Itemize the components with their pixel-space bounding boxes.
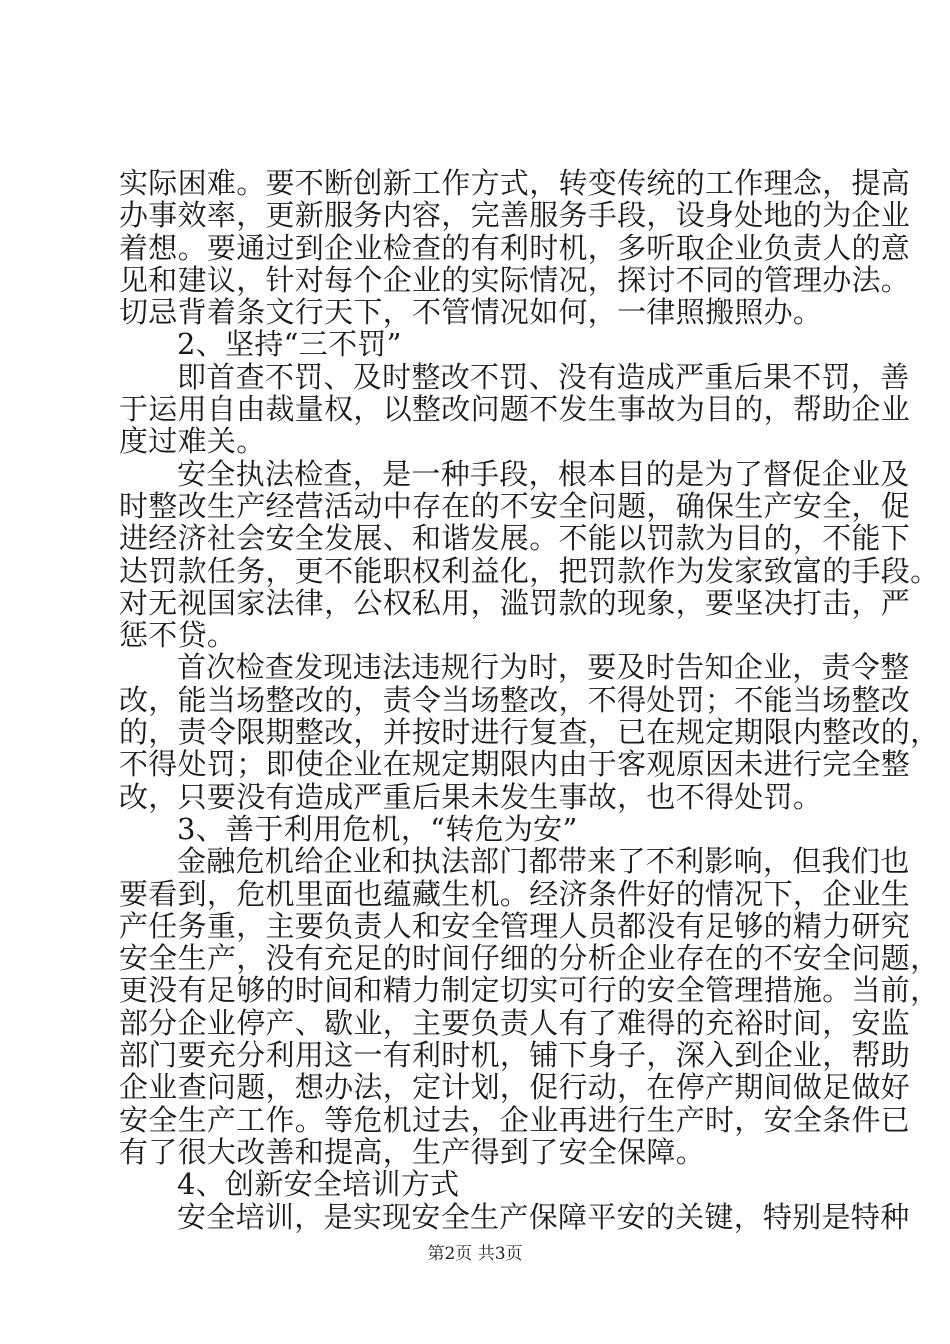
document-body [119, 166, 940, 1234]
text-line: 惩不贷。 [119, 618, 237, 653]
text-line: 金融危机给企业和执法部门都带来了不利影响，但我们也 [177, 844, 910, 879]
text-line: 有了很大改善和提高，生产得到了安全保障。 [119, 1134, 706, 1169]
text-line: 的，责令限期整改，并按时进行复查，已在规定期限内整改的， [119, 715, 940, 750]
text-line: 3、善于利用危机，“转危为安” [177, 811, 578, 846]
text-line: 更没有足够的时间和精力制定切实可行的安全管理措施。当前， [119, 973, 940, 1008]
text-line: 首次检查发现违法违规行为时，要及时告知企业，责令整 [177, 650, 910, 685]
text-line: 于运用自由裁量权，以整改问题不发生事故为目的，帮助企业 [119, 392, 911, 427]
text-line: 安全执法检查，是一种手段，根本目的是为了督促企业及 [177, 456, 910, 491]
text-line: 要看到，危机里面也蕴藏生机。经济条件好的情况下，企业生 [119, 876, 911, 911]
text-line: 4、创新安全培训方式 [177, 1167, 460, 1202]
text-line: 着想。要通过到企业检查的有利时机，多听取企业负责人的意 [119, 230, 911, 265]
text-line: 不得处罚；即使企业在规定期限内由于客观原因未进行完全整 [119, 747, 911, 782]
text-line: 进经济社会安全发展、和谐发展。不能以罚款为目的，不能下 [119, 521, 911, 556]
text-line: 部门要充分利用这一有利时机，铺下身子，深入到企业，帮助 [119, 1038, 911, 1073]
text-line: 企业查问题，想办法，定计划，促行动，在停产期间做足做好 [119, 1070, 911, 1105]
text-line: 即首查不罚、及时整改不罚、没有造成严重后果不罚，善 [177, 359, 910, 394]
page-footer: 第2页 共3页 [427, 1244, 523, 1264]
text-line: 安全生产工作。等危机过去，企业再进行生产时，安全条件已 [119, 1102, 911, 1137]
text-line: 改，能当场整改的，责令当场整改，不得处罚；不能当场整改 [119, 682, 911, 717]
text-line: 部分企业停产、歇业，主要负责人有了难得的充裕时间，安监 [119, 1005, 911, 1040]
text-line: 对无视国家法律，公权私用，滥罚款的现象，要坚决打击，严 [119, 585, 911, 620]
text-line: 达罚款任务，更不能职权利益化，把罚款作为发家致富的手段。 [119, 553, 940, 588]
text-line: 时整改生产经营活动中存在的不安全问题，确保生产安全，促 [119, 488, 911, 523]
text-line: 安全生产，没有充足的时间仔细的分析企业存在的不安全问题， [119, 941, 940, 976]
text-line: 2、坚持“三不罚” [177, 327, 402, 362]
text-line: 见和建议，针对每个企业的实际情况，探讨不同的管理办法。 [119, 262, 911, 297]
text-line: 安全培训，是实现安全生产保障平安的关键，特别是特种 [177, 1199, 910, 1234]
text-line: 改，只要没有造成严重后果未发生事故，也不得处罚。 [119, 779, 823, 814]
text-line: 办事效率，更新服务内容，完善服务手段，设身处地的为企业 [119, 198, 911, 233]
text-line: 切忌背着条文行天下，不管情况如何，一律照搬照办。 [119, 295, 823, 330]
text-line: 度过难关。 [119, 424, 266, 459]
text-line: 实际困难。要不断创新工作方式，转变传统的工作理念，提高 [119, 166, 911, 200]
text-line: 产任务重，主要负责人和安全管理人员都没有足够的精力研究 [119, 908, 911, 943]
